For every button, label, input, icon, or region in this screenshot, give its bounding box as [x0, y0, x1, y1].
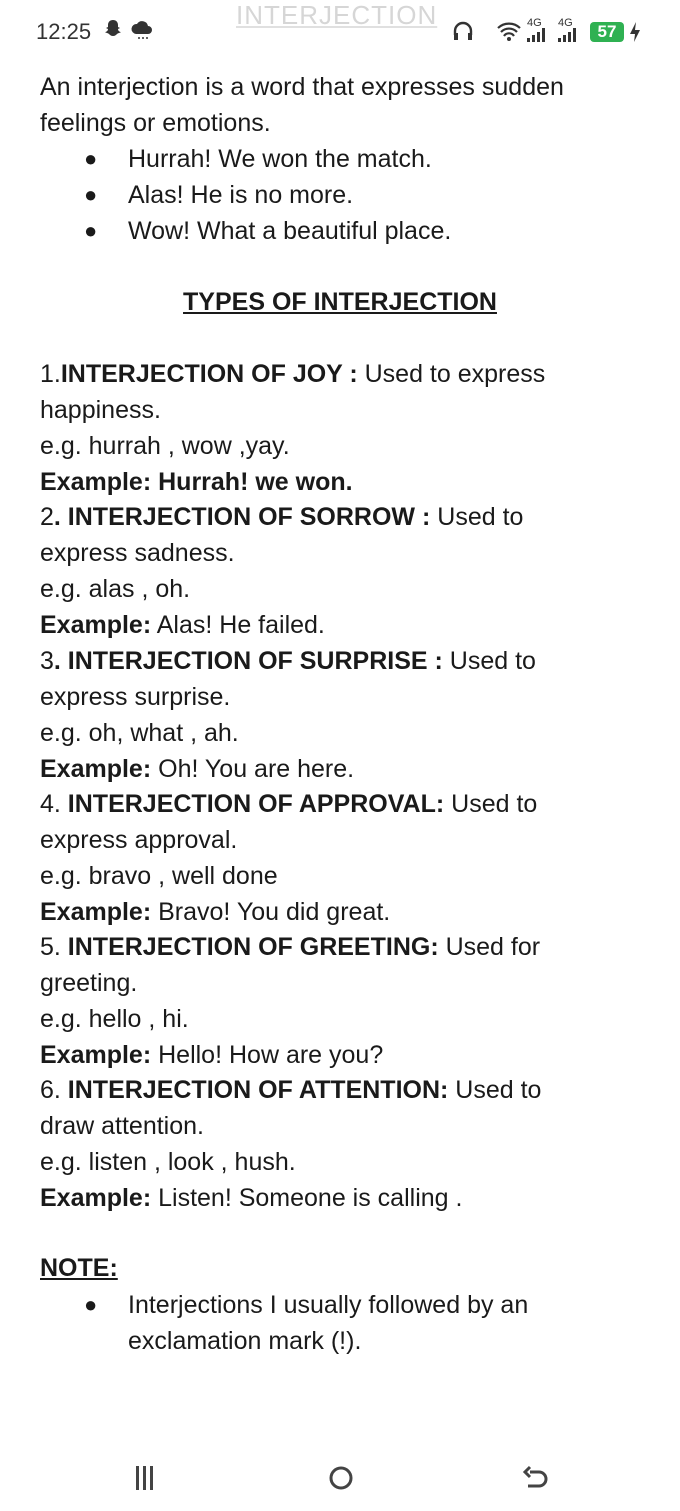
battery-indicator: 57: [590, 22, 624, 42]
type-6-eg: e.g. listen , look , hush.: [40, 1148, 296, 1176]
type-4-title-line: [40, 786, 537, 822]
type-6-desc-line: draw attention.: [40, 1112, 204, 1140]
type-number: 4.: [40, 790, 68, 818]
example-label: Example:: [40, 611, 152, 639]
menu-icon[interactable]: [134, 1464, 156, 1497]
intro-line-2: feelings or emotions.: [40, 109, 271, 137]
type-5-example: [40, 1037, 383, 1073]
bullet-icon: ●: [84, 182, 98, 207]
example-text: Listen! Someone is calling .: [151, 1184, 463, 1212]
bullet-icon: ●: [84, 1292, 98, 1317]
type-desc: Used to express: [357, 360, 546, 388]
type-4-eg: e.g. bravo , well done: [40, 862, 278, 890]
type-number: 6.: [40, 1076, 68, 1104]
type-1-desc-line: happiness.: [40, 396, 161, 424]
bullet-icon: ●: [84, 218, 98, 243]
type-3-desc-line: express surprise.: [40, 683, 231, 711]
status-bar: [0, 0, 680, 64]
type-title: INTERJECTION OF APPROVAL:: [67, 790, 445, 818]
home-icon[interactable]: [327, 1464, 355, 1497]
type-desc: Used to: [442, 647, 536, 675]
type-1-title-line: [40, 356, 545, 392]
type-desc: Used to: [444, 790, 538, 818]
type-3-title-line: [40, 643, 536, 679]
wifi-icon: [496, 20, 522, 47]
example-text: Hurrah! we won.: [151, 468, 353, 496]
example-text: Hello! How are you?: [151, 1041, 384, 1069]
type-title: . INTERJECTION OF SORROW :: [53, 503, 431, 531]
type-4-example: [40, 894, 390, 930]
note-line-2: exclamation mark (!).: [128, 1327, 362, 1355]
document-title: INTERJECTION: [236, 0, 438, 30]
type-6-example: [40, 1180, 462, 1216]
intro-bullet-1: Hurrah! We won the match.: [128, 145, 432, 173]
snapchat-icon: [103, 18, 123, 43]
type-desc: Used to: [430, 503, 524, 531]
types-heading: TYPES OF INTERJECTION: [183, 288, 497, 316]
navigation-bar: [0, 1450, 680, 1511]
cloud-icon: [130, 18, 154, 45]
type-title: INTERJECTION OF GREETING:: [67, 933, 439, 961]
intro-bullet-2: Alas! He is no more.: [128, 181, 354, 209]
back-icon[interactable]: [522, 1464, 550, 1497]
status-time: 12:25: [36, 19, 92, 44]
example-label: Example:: [40, 898, 152, 926]
type-5-title-line: [40, 929, 540, 965]
signal-icon: [558, 28, 578, 47]
type-number: 1.: [40, 360, 61, 388]
type-title: INTERJECTION OF ATTENTION:: [67, 1076, 449, 1104]
intro-line-1: An interjection is a word that expresses sudden: [40, 73, 564, 101]
example-label: Example:: [40, 1184, 152, 1212]
type-desc: Used to: [448, 1076, 542, 1104]
type-3-example: [40, 751, 354, 787]
bullet-icon: ●: [84, 146, 98, 171]
example-label: Example:: [40, 1041, 152, 1069]
type-5-desc-line: greeting.: [40, 969, 138, 997]
type-number: 5.: [40, 933, 68, 961]
type-number: 2: [40, 503, 54, 531]
network-label-2: 4G: [558, 17, 573, 29]
type-2-desc-line: express sadness.: [40, 539, 235, 567]
example-text: Oh! You are here.: [151, 755, 355, 783]
charging-icon: [628, 21, 642, 48]
type-2-eg: e.g. alas , oh.: [40, 575, 191, 603]
type-2-title-line: [40, 499, 523, 535]
type-2-example: [40, 607, 325, 643]
type-5-eg: e.g. hello , hi.: [40, 1005, 189, 1033]
intro-bullet-3: Wow! What a beautiful place.: [128, 217, 452, 245]
type-title: . INTERJECTION OF SURPRISE :: [53, 647, 443, 675]
type-4-desc-line: express approval.: [40, 826, 238, 854]
signal-icon: [527, 28, 547, 47]
note-line-1: Interjections I usually followed by an: [128, 1291, 529, 1319]
example-text: Bravo! You did great.: [151, 898, 391, 926]
type-6-title-line: [40, 1072, 541, 1108]
note-label: NOTE:: [40, 1254, 118, 1282]
type-1-eg: e.g. hurrah , wow ,yay.: [40, 432, 290, 460]
headphones-icon: [452, 21, 474, 46]
type-1-example: [40, 464, 353, 500]
type-3-eg: e.g. oh, what , ah.: [40, 719, 239, 747]
network-label-1: 4G: [527, 17, 542, 29]
type-number: 3: [40, 647, 54, 675]
example-text: Alas! He failed.: [151, 611, 325, 639]
type-desc: Used for: [438, 933, 541, 961]
example-label: Example:: [40, 468, 152, 496]
type-title: INTERJECTION OF JOY :: [60, 360, 358, 388]
example-label: Example:: [40, 755, 152, 783]
